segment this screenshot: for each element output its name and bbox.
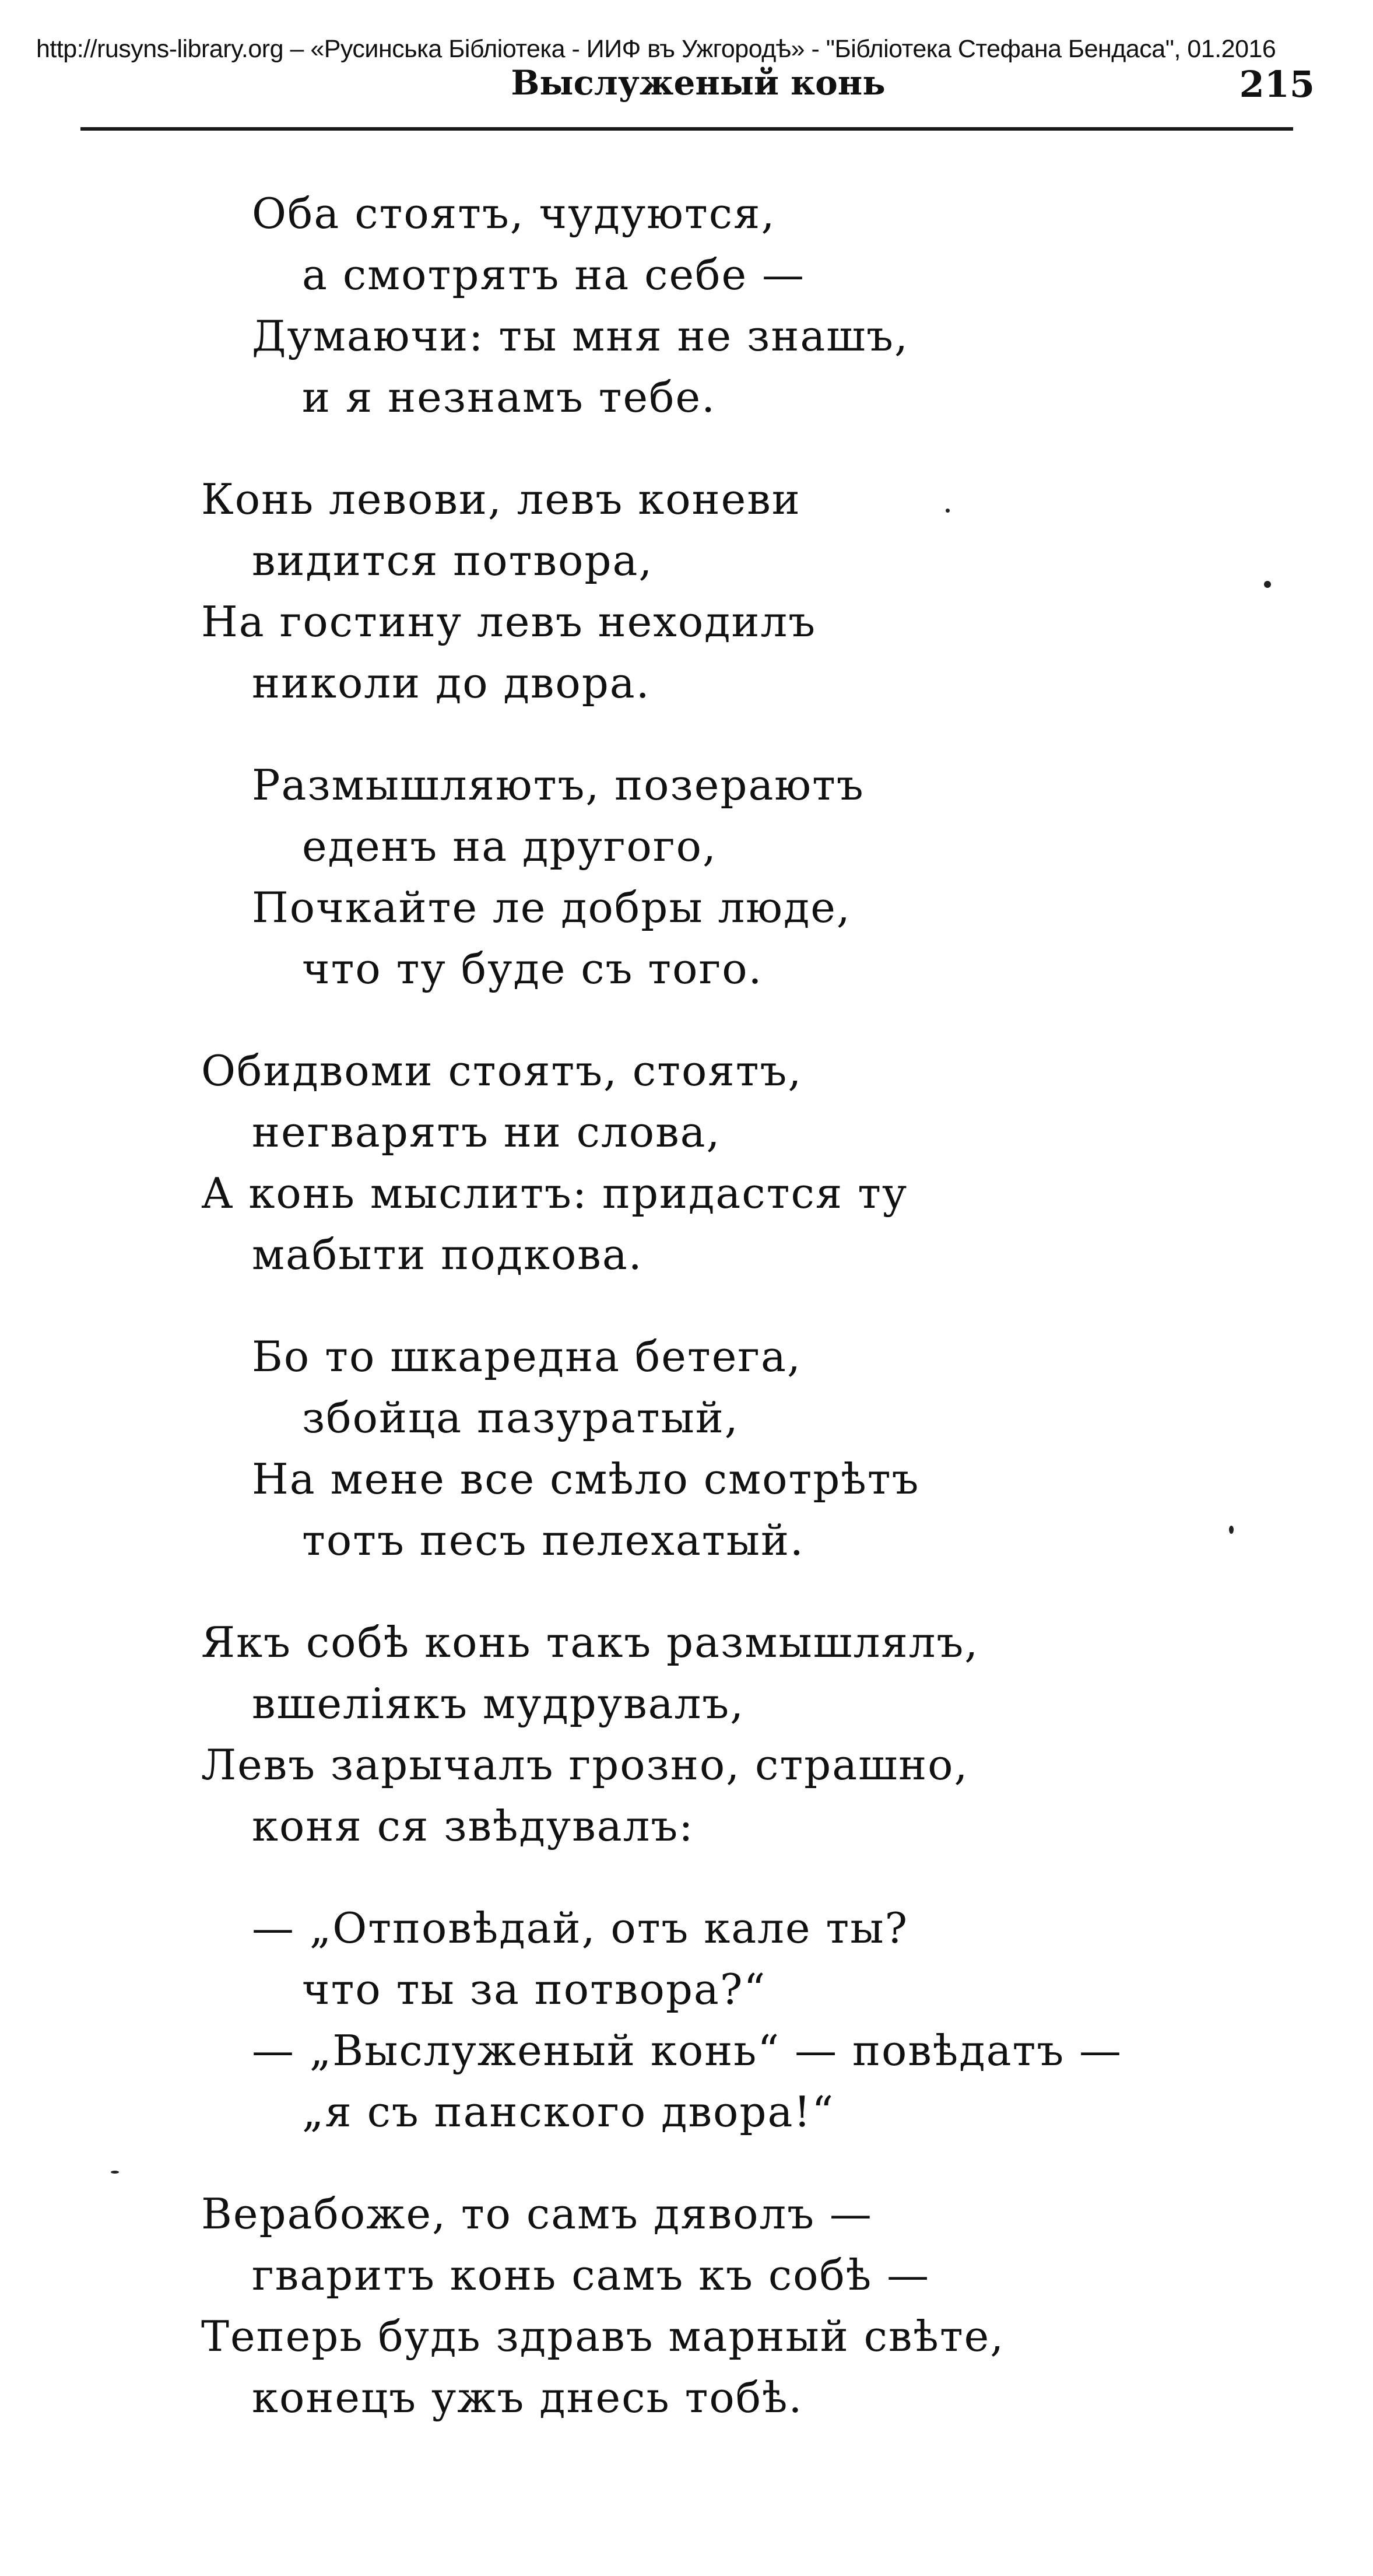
poem-line: а смотрятъ на себе — bbox=[302, 250, 805, 299]
poem-line: Обидвоми стоятъ, стоятъ, bbox=[201, 1046, 803, 1095]
scan-speck bbox=[946, 509, 950, 513]
poem-line: еденъ на другого, bbox=[302, 822, 717, 871]
scan-speck bbox=[1264, 581, 1271, 588]
poem-line: мабыти подкова. bbox=[252, 1230, 643, 1279]
poem-line: збойца пазуратый, bbox=[302, 1393, 739, 1442]
poem-line: Якъ собѣ конь такъ размышлялъ, bbox=[201, 1618, 979, 1667]
poem-line: Размышляютъ, позераютъ bbox=[252, 760, 865, 809]
poem-line: Теперь будь здравъ марный свѣте, bbox=[201, 2312, 1005, 2361]
poem-line: коня ся звѣдувалъ: bbox=[252, 1802, 694, 1850]
poem-line: А конь мыслитъ: придастся ту bbox=[201, 1169, 908, 1218]
poem-line: Почкайте ле добры люде, bbox=[252, 883, 851, 932]
poem-line: Бо то шкаредна бетега, bbox=[252, 1332, 802, 1381]
poem-line: На мене все смѣло смотрѣтъ bbox=[252, 1455, 920, 1503]
poem-line: что ты за потвора?“ bbox=[302, 1965, 767, 2014]
poem-line: конецъ ужъ днесь тобѣ. bbox=[252, 2373, 803, 2422]
poem-line: „я съ панского двора!“ bbox=[302, 2087, 835, 2136]
poem-line: Верабоже, то самъ дяволъ — bbox=[201, 2189, 873, 2238]
poem-line: — „Отповѣдай, отъ кале ты? bbox=[252, 1904, 909, 1953]
page-number: 215 bbox=[1239, 63, 1315, 106]
poem-line: гваритъ конь самъ къ собѣ — bbox=[252, 2251, 930, 2300]
poem-line: николи до двора. bbox=[252, 658, 651, 707]
poem-line: видится потвора, bbox=[252, 536, 654, 585]
poem-line: и я незнамъ тебе. bbox=[302, 373, 716, 422]
poem-line: что ту буде съ того. bbox=[302, 944, 763, 993]
poem-line: Думаючи: ты мня не знашъ, bbox=[252, 311, 909, 360]
scan-speck bbox=[111, 2171, 119, 2174]
poem-line: На гостину левъ неходилъ bbox=[201, 597, 817, 646]
poem-line: Конь левови, левъ коневи bbox=[201, 475, 801, 524]
poem-line: Левъ зарычалъ грозно, страшно, bbox=[201, 1740, 969, 1789]
poem-line: вшеліякъ мудрувалъ, bbox=[252, 1679, 745, 1728]
poem-line: — „Выслуженый конь“ — повѣдатъ — bbox=[252, 2026, 1123, 2075]
poem-line: тотъ песъ пелехатый. bbox=[302, 1516, 805, 1565]
scan-speck bbox=[1229, 1526, 1234, 1534]
poem-line: Оба стоятъ, чудуются, bbox=[252, 189, 776, 238]
poem-line: негварятъ ни слова, bbox=[252, 1107, 721, 1156]
page-title: Выслуженый конь bbox=[511, 63, 886, 103]
source-url-line: http://rusyns-library.org – «Русинська Бібліотека - ИИФ въ Ужгородѣ» - "Бібліотека Стефана Бендаса", 01.2016 bbox=[36, 35, 1276, 63]
